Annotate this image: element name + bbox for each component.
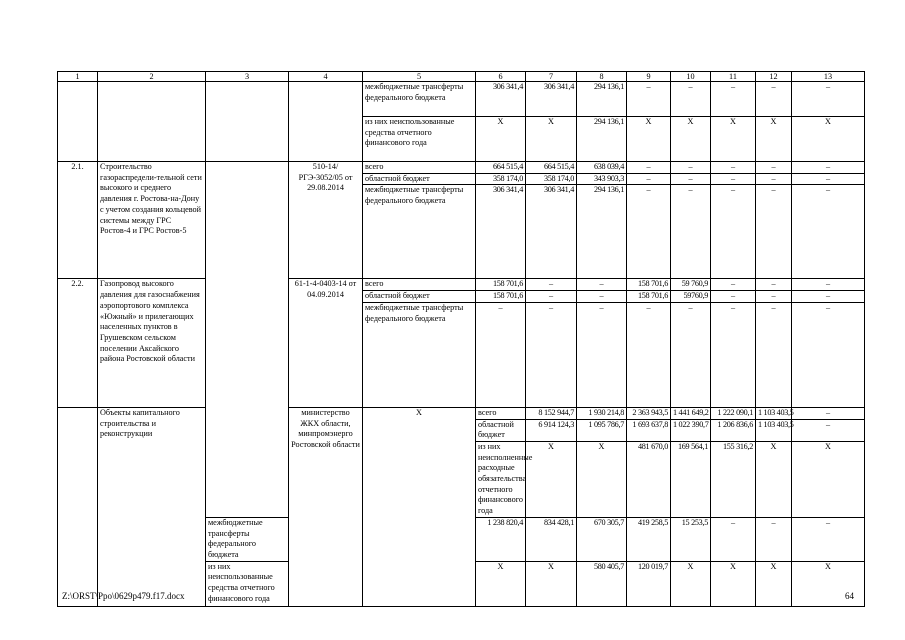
value-cell: 6 914 124,3 [526,419,577,441]
value-cell: Х [756,117,792,162]
value-cell: Х [711,561,756,606]
source-label: межбюджетные трансферты федерального бюджета [363,185,476,279]
value-cell: 158 701,6 [627,279,671,291]
table-row [58,162,865,174]
item-number: 2.1. [58,162,98,279]
value-cell: 1 930 214,8 [577,407,627,419]
value-cell: 419 258,5 [627,517,671,561]
value-cell: – [792,82,865,117]
value-cell: – [756,173,792,185]
file-path: Z:\ORST\Ppo\0629p479.f17.docx [62,591,185,601]
value-cell: 306 341,4 [476,185,526,279]
source-label: из них неиспользованные средства отчетного финансового года [363,117,476,162]
column-header: 10 [671,72,711,82]
value-cell: – [476,302,526,407]
value-cell: Х [792,441,865,517]
column-header: 4 [289,72,363,82]
value-cell: – [526,291,577,303]
value-cell: – [792,419,865,441]
responsible-org: министерство ЖКХ области, минпромэнерго Ростовской области [289,407,363,606]
value-cell: – [711,162,756,174]
value-cell: – [671,302,711,407]
value-cell: – [792,173,865,185]
value-cell: 158 701,6 [627,291,671,303]
num-cell [58,407,98,606]
value-cell: – [792,185,865,279]
value-cell: – [792,279,865,291]
column-header: 7 [526,72,577,82]
value-cell: – [756,517,792,561]
value-cell: – [671,185,711,279]
value-cell: 59 760,9 [671,279,711,291]
source-label: межбюджетные трансферты федерального бюджета [206,517,289,561]
value-cell: – [711,291,756,303]
column-header: 1 [58,72,98,82]
value-cell: – [526,302,577,407]
column-header: 13 [792,72,865,82]
value-cell: Х [526,117,577,162]
responsible-cell [206,162,289,518]
value-cell: Х [756,441,792,517]
budget-table [57,71,865,607]
column-header: 2 [98,72,206,82]
value-cell: 120 019,7 [627,561,671,606]
value-cell: 358 174,0 [476,173,526,185]
doc-number: Х [363,407,476,606]
source-label: областной бюджет [363,173,476,185]
column-header: 6 [476,72,526,82]
source-label: всего [363,162,476,174]
value-cell: 1 022 390,7 [671,419,711,441]
column-header: 9 [627,72,671,82]
value-cell: 294 136,1 [577,82,627,117]
value-cell: Х [627,117,671,162]
value-cell: – [792,407,865,419]
value-cell: 638 039,4 [577,162,627,174]
source-label: областной бюджет [476,419,526,441]
value-cell: – [577,302,627,407]
name-cell [98,82,206,162]
value-cell: 1 693 637,8 [627,419,671,441]
table-row [58,279,865,291]
value-cell: Х [577,441,627,517]
value-cell: 670 305,7 [577,517,627,561]
value-cell: – [627,185,671,279]
value-cell: – [577,291,627,303]
value-cell: 1 095 786,7 [577,419,627,441]
column-header: 3 [206,72,289,82]
source-label: из них неисполненные расходные обязательства отчетного финансового года [476,441,526,517]
value-cell: Х [756,561,792,606]
column-header: 8 [577,72,627,82]
value-cell: – [756,279,792,291]
value-cell: 358 174,0 [526,173,577,185]
value-cell: – [671,82,711,117]
table-row [58,82,865,117]
value-cell: – [577,279,627,291]
responsible-cell [206,82,289,162]
value-cell: Х [671,117,711,162]
doc-number: 510-14/РГЭ-3052/05 от 29.08.2014 [289,162,363,279]
source-label: всего [363,279,476,291]
value-cell: 1 441 649,2 [671,407,711,419]
value-cell: Х [526,561,577,606]
item-name: Газопровод высокого давления для газоснабжения аэропортового комплекса «Южный» и прилегающих населенных пунктов в Грушевском сельском поселении Аксайского района Ростовской области [98,279,206,407]
value-cell: – [792,302,865,407]
value-cell: – [711,302,756,407]
value-cell: Х [476,117,526,162]
column-header: 12 [756,72,792,82]
value-cell: – [711,279,756,291]
value-cell: – [627,162,671,174]
value-cell: 481 670,0 [627,441,671,517]
source-label: межбюджетные трансферты федерального бюджета [363,302,476,407]
value-cell: 158 701,6 [476,279,526,291]
value-cell: Х [711,117,756,162]
value-cell: 1 103 403,5 [756,419,792,441]
value-cell: Х [671,561,711,606]
value-cell: Х [526,441,577,517]
value-cell: – [792,517,865,561]
value-cell: 306 341,4 [526,82,577,117]
value-cell: – [711,82,756,117]
value-cell: 294 136,1 [577,185,627,279]
source-label: всего [476,407,526,419]
value-cell: 834 428,1 [526,517,577,561]
value-cell: 59760,9 [671,291,711,303]
value-cell: 1 206 836,6 [711,419,756,441]
value-cell: – [711,517,756,561]
item-name: Строительство газораспредели-тельной сети высокого и среднего давления г. Ростова-на-Дону с учетом создания кольцевой системы между ГРС Ростов-4 и ГРС Ростов-5 [98,162,206,279]
value-cell: 664 515,4 [526,162,577,174]
value-cell: Х [792,117,865,162]
doc-cell [289,82,363,162]
doc-number: 61-1-4-0403-14 от 04.09.2014 [289,279,363,407]
value-cell: 158 701,6 [476,291,526,303]
value-cell: – [756,291,792,303]
item-number: 2.2. [58,279,98,407]
item-name: Объекты капитального строительства и реконструкции [98,407,206,606]
value-cell: 306 341,4 [526,185,577,279]
value-cell: 15 253,5 [671,517,711,561]
value-cell: – [711,173,756,185]
source-label: межбюджетные трансферты федерального бюджета [363,82,476,117]
value-cell: Х [476,561,526,606]
page-number: 64 [845,591,854,601]
value-cell: 155 316,2 [711,441,756,517]
value-cell: 664 515,4 [476,162,526,174]
value-cell: – [756,82,792,117]
value-cell: 343 903,3 [577,173,627,185]
value-cell: – [671,173,711,185]
value-cell: – [756,302,792,407]
value-cell: – [756,162,792,174]
value-cell: 1 103 403,5 [756,407,792,419]
value-cell: – [627,173,671,185]
value-cell: – [792,291,865,303]
value-cell: 8 152 944,7 [526,407,577,419]
value-cell: 1 222 090,1 [711,407,756,419]
value-cell: – [627,302,671,407]
source-label: областной бюджет [363,291,476,303]
header-row [58,72,865,82]
value-cell: 580 405,7 [577,561,627,606]
value-cell: – [627,82,671,117]
value-cell: Х [792,561,865,606]
value-cell: 169 564,1 [671,441,711,517]
value-cell: – [792,162,865,174]
column-header: 11 [711,72,756,82]
source-label: из них неиспользованные средства отчетного финансового года [206,561,289,606]
num-cell [58,82,98,162]
value-cell: 306 341,4 [476,82,526,117]
value-cell: 1 238 820,4 [476,517,526,561]
value-cell: 294 136,1 [577,117,627,162]
column-header: 5 [363,72,476,82]
value-cell: – [756,185,792,279]
value-cell: – [671,162,711,174]
value-cell: – [711,185,756,279]
value-cell: – [526,279,577,291]
table-row [58,407,865,419]
value-cell: 2 363 943,5 [627,407,671,419]
